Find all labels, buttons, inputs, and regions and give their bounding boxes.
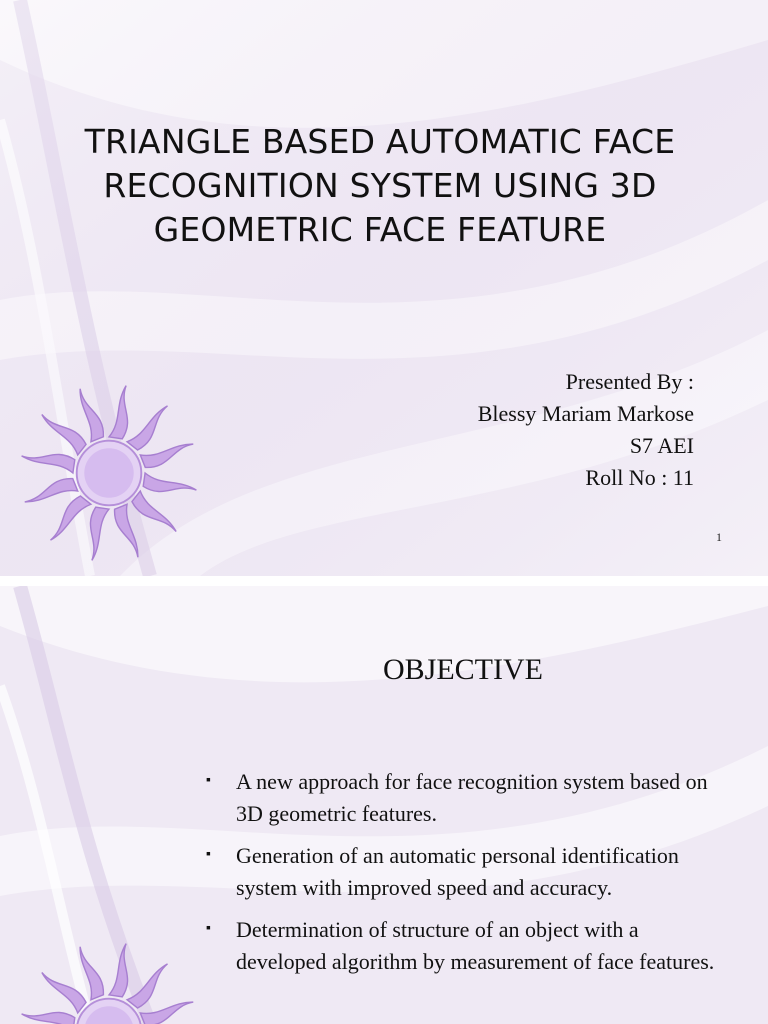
page-number: 1 bbox=[716, 530, 722, 544]
slide-title: OBJECTIVE bbox=[383, 653, 543, 686]
bullet-item bbox=[206, 766, 726, 830]
bullet-text: A new approach for face recognition system based on 3D geometric features. bbox=[236, 769, 708, 826]
slide-2 bbox=[0, 586, 768, 1024]
presenter-name: Blessy Mariam Markose bbox=[477, 401, 694, 426]
bullet-icon: ▪ bbox=[206, 847, 211, 862]
bullet-text: Generation of an automatic personal identification system with improved speed and accuracy. bbox=[236, 843, 679, 900]
presenter-roll: Roll No : 11 bbox=[585, 465, 694, 490]
presenter-block bbox=[478, 366, 694, 494]
bullet-icon: ▪ bbox=[206, 773, 211, 788]
bullet-item bbox=[206, 840, 726, 904]
bullet-list bbox=[206, 766, 726, 988]
bullet-item bbox=[206, 914, 726, 978]
presented-by-label: Presented By : bbox=[565, 369, 694, 394]
sun-icon bbox=[14, 936, 204, 1024]
bullet-icon: ▪ bbox=[206, 921, 211, 936]
presenter-class: S7 AEI bbox=[629, 433, 694, 458]
bullet-text: Determination of structure of an object with a developed algorithm by measurement of face features. bbox=[236, 917, 715, 974]
sun-icon bbox=[14, 378, 204, 568]
slide-title: TRIANGLE BASED AUTOMATIC FACE RECOGNITION SYSTEM USING 3D GEOMETRIC FACE FEATURE bbox=[84, 122, 676, 249]
